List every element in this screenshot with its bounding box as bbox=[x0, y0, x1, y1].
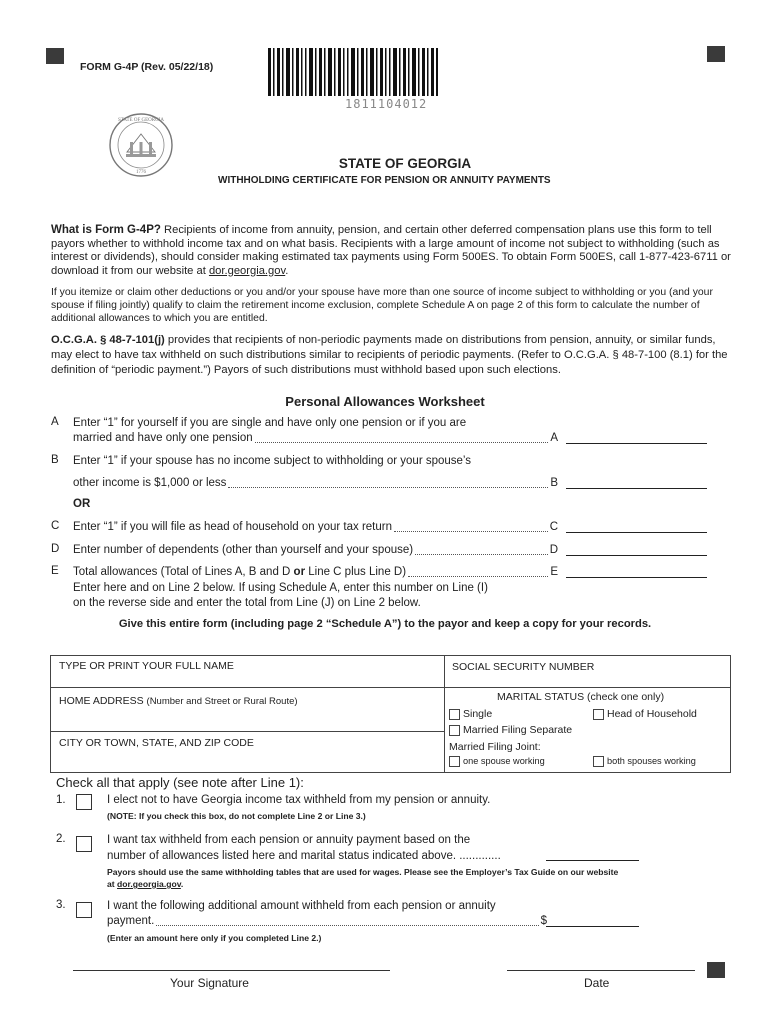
date-label: Date bbox=[584, 976, 610, 990]
item-2-note-pre: at bbox=[107, 879, 118, 889]
one-spouse-checkbox[interactable] bbox=[449, 756, 460, 767]
item-3-text-1: I want the following additional amount withheld from each pension or annuity bbox=[107, 900, 496, 912]
full-name-field[interactable] bbox=[53, 674, 441, 686]
both-spouses-checkbox[interactable] bbox=[593, 756, 604, 767]
item-3-amount-field[interactable] bbox=[546, 926, 639, 927]
ssn-field[interactable] bbox=[447, 674, 727, 686]
item-2-text-2: number of allowances listed here and marital status indicated above. ............. bbox=[107, 850, 501, 862]
item-2-text-1: I want tax withheld from each pension or annuity payment based on the bbox=[107, 834, 471, 846]
home-address-hint: (Number and Street or Rural Route) bbox=[146, 696, 298, 707]
date-field[interactable] bbox=[507, 970, 695, 971]
item-2-number: 2. bbox=[56, 833, 66, 845]
line-c-end: C bbox=[549, 521, 558, 533]
dot-leader bbox=[415, 554, 548, 555]
line-c-field[interactable] bbox=[566, 532, 707, 533]
line-b-end: B bbox=[550, 477, 558, 489]
line-b-text-2: other income is $1,000 or less bbox=[73, 477, 227, 489]
item-3-checkbox[interactable] bbox=[76, 902, 92, 918]
city-state-zip-field[interactable] bbox=[53, 752, 441, 770]
city-state-zip-label: CITY OR TOWN, STATE, AND ZIP CODE bbox=[59, 737, 254, 749]
ocga-label: O.C.G.A. § 48-7-101(j) bbox=[51, 334, 165, 346]
marital-mfs-option[interactable] bbox=[449, 724, 572, 736]
line-d-end: D bbox=[549, 544, 558, 556]
line-b-text-1: Enter “1” if your spouse has no income subject to withholding or your spouse’s bbox=[73, 455, 472, 467]
item-3-number: 3. bbox=[56, 899, 66, 911]
head-of-household-label: Head of Household bbox=[607, 708, 697, 720]
svg-text:STATE OF GEORGIA: STATE OF GEORGIA bbox=[118, 118, 164, 123]
page-subtitle: WITHHOLDING CERTIFICATE FOR PENSION OR ANNUITY PAYMENTS bbox=[218, 175, 551, 186]
dot-leader bbox=[408, 576, 548, 577]
item-1-note: (NOTE: If you check this box, do not complete Line 2 or Line 3.) bbox=[107, 811, 366, 821]
full-name-label: TYPE OR PRINT YOUR FULL NAME bbox=[59, 660, 234, 672]
item-2-checkbox[interactable] bbox=[76, 836, 92, 852]
marital-both-spouses-option[interactable] bbox=[593, 756, 696, 767]
itemize-paragraph: If you itemize or claim other deductions or you and/or your spouse have more than one source of income subject to withholding or you (and your spouse if filing jointly) qualify to claim the retirement income exclusion, complete Schedule A on page 2 of this form to calculate the number of additional allowances to which you are entitled. bbox=[51, 287, 713, 324]
worksheet-title: Personal Allowances Worksheet bbox=[285, 394, 485, 409]
line-a-field[interactable] bbox=[566, 443, 707, 444]
marital-head-option[interactable] bbox=[593, 708, 697, 720]
item-3-row bbox=[107, 914, 547, 929]
registration-mark-top-left bbox=[46, 48, 64, 64]
dot-leader bbox=[394, 531, 548, 532]
ocga-paragraph bbox=[51, 333, 731, 378]
item-3-text-2: payment. bbox=[107, 915, 155, 927]
line-e-letter: E bbox=[51, 565, 59, 577]
line-a-text-1: Enter “1” for yourself if you are single and have only one pension or if you are bbox=[73, 417, 467, 429]
registration-mark-top-right bbox=[707, 46, 725, 62]
line-c-letter: C bbox=[51, 520, 60, 532]
table-divider bbox=[51, 731, 444, 732]
barcode-icon bbox=[268, 48, 438, 96]
both-spouses-label: both spouses working bbox=[607, 756, 696, 766]
home-address-label bbox=[59, 695, 298, 707]
check-all-heading: Check all that apply (see note after Line 1): bbox=[56, 775, 304, 790]
form-id: FORM G-4P (Rev. 05/22/18) bbox=[80, 61, 214, 73]
line-a-letter: A bbox=[51, 416, 59, 428]
line-a-row bbox=[73, 431, 558, 446]
item-1-number: 1. bbox=[56, 794, 66, 806]
line-c-text: Enter “1” if you will file as head of household on your tax return bbox=[73, 521, 392, 533]
page-title: STATE OF GEORGIA bbox=[338, 156, 472, 171]
item-3-note: (Enter an amount here only if you completed Line 2.) bbox=[107, 933, 322, 943]
line-e-text-2: Enter here and on Line 2 below. If using Schedule A, enter this number on Line (I) bbox=[73, 582, 488, 594]
registration-mark-bottom-right bbox=[707, 962, 725, 978]
intro-heading: What is Form G-4P? bbox=[51, 224, 161, 236]
barcode-number: 1811104012 bbox=[345, 97, 428, 111]
website-link[interactable]: dor.georgia.gov bbox=[117, 879, 181, 889]
single-label: Single bbox=[463, 708, 493, 720]
svg-text:1776: 1776 bbox=[136, 170, 146, 175]
line-a-end: A bbox=[550, 432, 558, 444]
marital-status-title: MARITAL STATUS (check one only) bbox=[497, 691, 665, 703]
item-1-checkbox[interactable] bbox=[76, 794, 92, 810]
line-e-end: E bbox=[550, 566, 558, 578]
line-e-text-1 bbox=[73, 565, 406, 580]
line-d-row bbox=[73, 543, 558, 558]
line-e-text-b: Line C plus Line D) bbox=[305, 566, 407, 578]
line-b-letter: B bbox=[51, 454, 59, 466]
dot-leader bbox=[156, 925, 538, 926]
item-2-note-2 bbox=[107, 878, 183, 890]
signature-field[interactable] bbox=[73, 970, 390, 971]
intro-paragraph bbox=[51, 224, 731, 278]
marital-single-option[interactable] bbox=[449, 708, 492, 720]
line-b-field[interactable] bbox=[566, 488, 707, 489]
or-label: OR bbox=[73, 498, 91, 510]
item-2-allowances-field[interactable] bbox=[546, 860, 639, 861]
married-joint-label: Married Filing Joint: bbox=[449, 741, 541, 753]
dollar-sign: $ bbox=[540, 915, 547, 927]
table-divider bbox=[444, 656, 445, 772]
dot-leader bbox=[255, 442, 549, 443]
line-d-letter: D bbox=[51, 543, 60, 555]
item-2-note-1: Payors should use the same withholding tables that are used for wages. Please see the Employer’s Tax Guide on our website bbox=[107, 867, 619, 877]
line-e-text-a: Total allowances (Total of Lines A, B and D bbox=[73, 566, 294, 578]
head-of-household-checkbox[interactable] bbox=[593, 709, 604, 720]
table-divider bbox=[51, 687, 730, 688]
married-separate-checkbox[interactable] bbox=[449, 725, 460, 736]
ssn-label: SOCIAL SECURITY NUMBER bbox=[452, 661, 595, 673]
item-1-text: I elect not to have Georgia income tax withheld from my pension or annuity. bbox=[107, 794, 491, 806]
ocga-text: provides that recipients of non-periodic payments made on distributions from pension, annuity, or similar funds, may elect to have tax withheld on such distributions similar to recipients of periodic payments. (Refer to O.C.G.A. § 48-7-100 (8.1) for the definition of “periodic payment.”) Payors of such distributions must withhold based upon such elections. bbox=[51, 334, 728, 376]
line-c-row bbox=[73, 520, 558, 535]
line-b-row bbox=[73, 476, 558, 491]
line-d-field[interactable] bbox=[566, 555, 707, 556]
instructions-note: Give this entire form (including page 2 “Schedule A”) to the payor and keep a copy for your records. bbox=[118, 618, 652, 630]
item-2-note-end: . bbox=[180, 879, 184, 889]
website-link[interactable]: dor.georgia.gov bbox=[208, 264, 286, 277]
single-checkbox[interactable] bbox=[449, 709, 460, 720]
line-a-text-2: married and have only one pension bbox=[73, 432, 253, 444]
home-address-field[interactable] bbox=[53, 710, 441, 728]
intro-text: Recipients of income from annuity, pension, and certain other deferred compensation plans use this form to tell payors whether to withhold income tax and on what basis. Recipients with a large amount of income not subject to withholding (such as interest or dividends), should consider making estimated tax payments using Form 500ES. To obtain Form 500ES, call 1-877-423-6711 or download it from our website at bbox=[51, 224, 731, 277]
one-spouse-label: one spouse working bbox=[463, 756, 545, 766]
dot-leader bbox=[228, 487, 548, 488]
line-d-text: Enter number of dependents (other than yourself and your spouse) bbox=[73, 544, 414, 556]
line-e-or: or bbox=[293, 566, 306, 578]
taxpayer-info-table bbox=[50, 655, 731, 773]
line-e-row bbox=[73, 565, 558, 580]
signature-label: Your Signature bbox=[170, 976, 249, 990]
married-separate-label: Married Filing Separate bbox=[463, 724, 573, 736]
intro-period: . bbox=[285, 264, 289, 277]
home-address-label-text: HOME ADDRESS bbox=[59, 695, 144, 707]
line-e-text-3: on the reverse side and enter the total from Line (J) on Line 2 below. bbox=[73, 597, 421, 609]
marital-one-spouse-option[interactable] bbox=[449, 756, 545, 767]
line-e-field[interactable] bbox=[566, 577, 707, 578]
